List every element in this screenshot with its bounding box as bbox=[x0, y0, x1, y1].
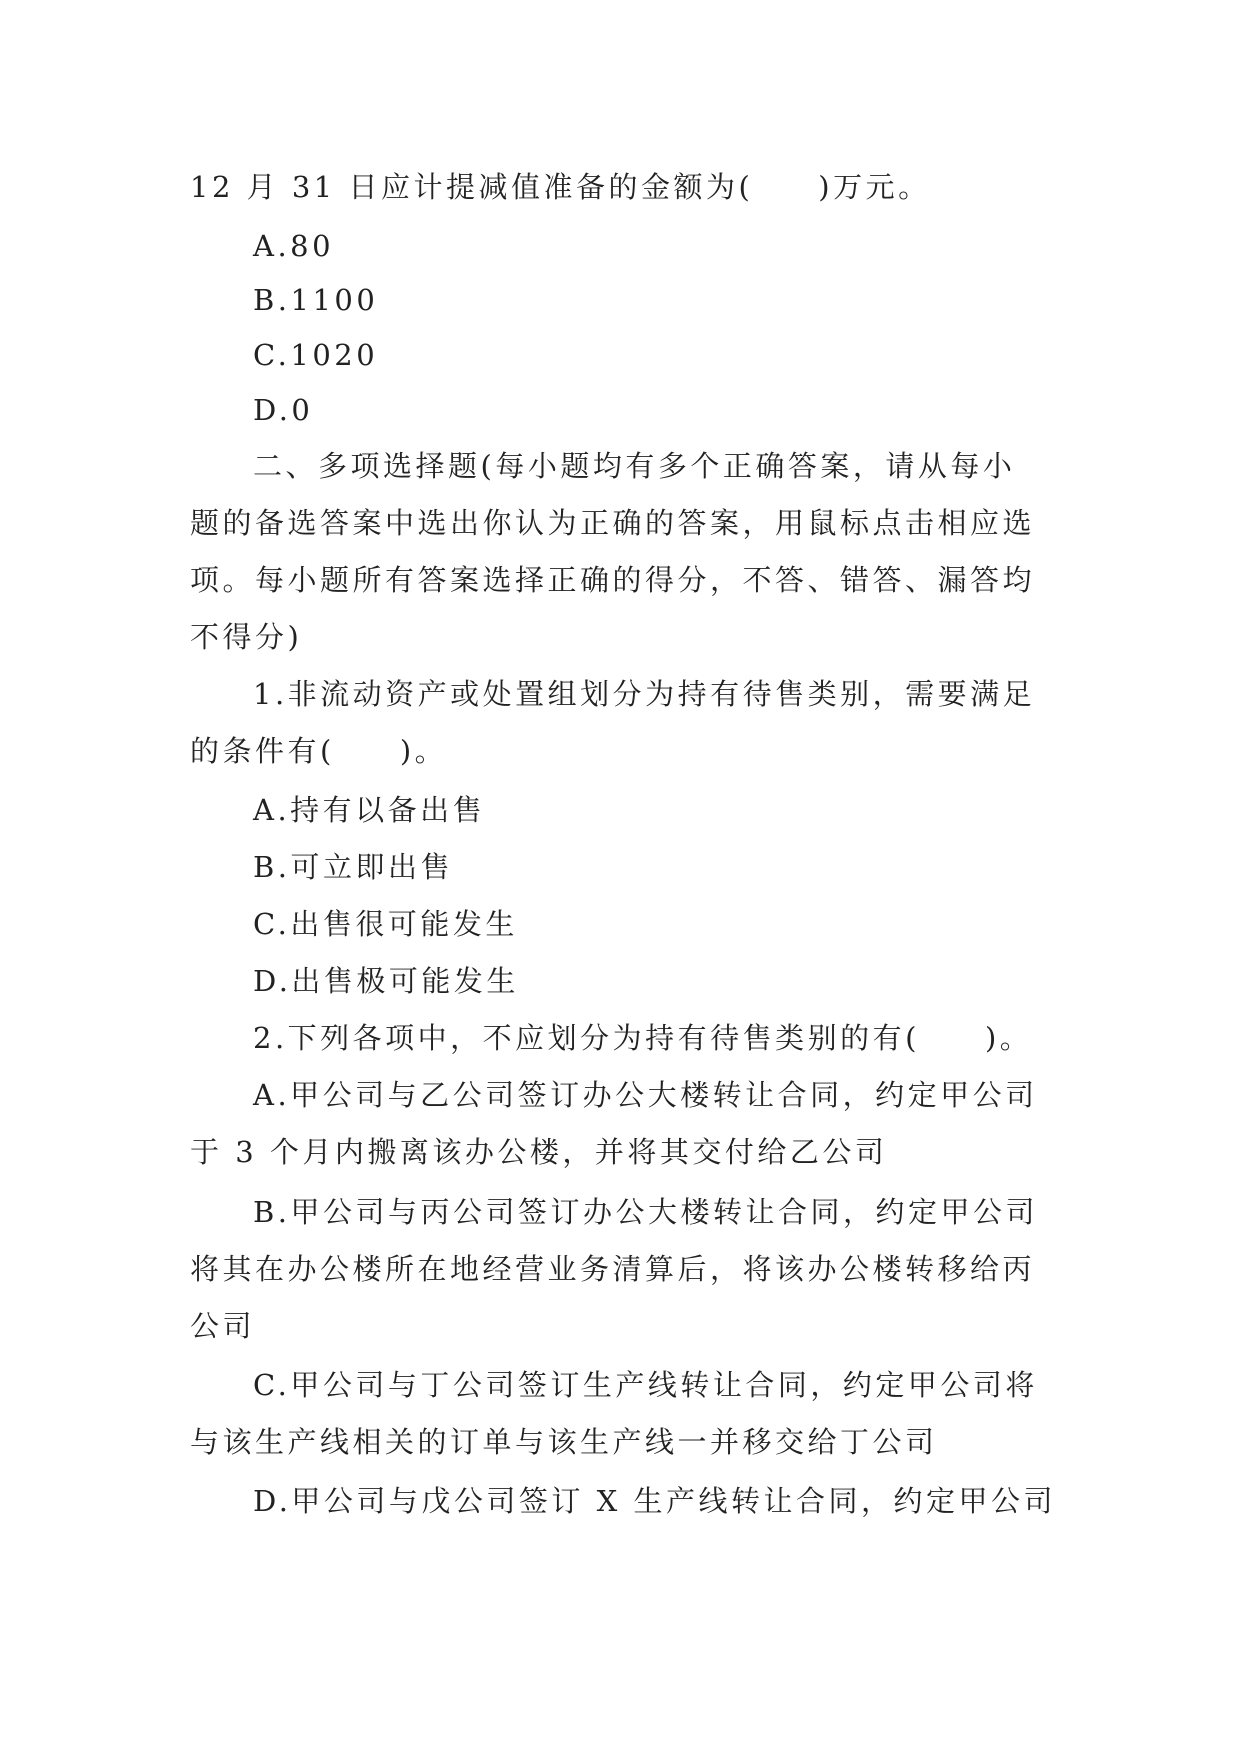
option-d: D.0 bbox=[253, 393, 314, 427]
option-a: A.甲公司与乙公司签订办公大楼转让合同，约定甲公司 bbox=[253, 1078, 1038, 1112]
option-c: C.1020 bbox=[253, 338, 379, 372]
option-d: D.出售极可能发生 bbox=[253, 964, 519, 998]
option-c-cont: 与该生产线相关的订单与该生产线一并移交给丁公司 bbox=[190, 1425, 938, 1459]
option-a: A.80 bbox=[253, 229, 335, 263]
option-a: A.持有以备出售 bbox=[253, 793, 486, 827]
option-d: D.甲公司与戊公司签订 X 生产线转让合同，约定甲公司 bbox=[253, 1484, 1057, 1518]
option-b: B.可立即出售 bbox=[253, 850, 454, 884]
option-b-cont: 公司 bbox=[190, 1309, 256, 1343]
section-heading-cont: 项。每小题所有答案选择正确的得分，不答、错答、漏答均 bbox=[190, 563, 1036, 597]
question-1-cont: 的条件有( )。 bbox=[190, 734, 448, 768]
option-b: B.1100 bbox=[253, 283, 379, 317]
section-heading-cont: 题的备选答案中选出你认为正确的答案，用鼠标点击相应选 bbox=[190, 506, 1036, 540]
question-1: 1.非流动资产或处置组划分为持有待售类别，需要满足 bbox=[253, 677, 1036, 711]
option-c: C.甲公司与丁公司签订生产线转让合同，约定甲公司将 bbox=[253, 1368, 1038, 1402]
option-b: B.甲公司与丙公司签订办公大楼转让合同，约定甲公司 bbox=[253, 1195, 1039, 1229]
option-c: C.出售很可能发生 bbox=[253, 907, 518, 941]
option-a-cont: 于 3 个月内搬离该办公楼，并将其交付给乙公司 bbox=[190, 1135, 888, 1169]
section-heading: 二、多项选择题(每小题均有多个正确答案，请从每小 bbox=[253, 449, 1016, 483]
text-line: 12 月 31 日应计提减值准备的金额为( )万元。 bbox=[190, 170, 931, 204]
option-b-cont: 将其在办公楼所在地经营业务清算后，将该办公楼转移给丙 bbox=[190, 1252, 1036, 1286]
section-heading-cont: 不得分) bbox=[190, 620, 303, 654]
question-2: 2.下列各项中，不应划分为持有待售类别的有( )。 bbox=[253, 1021, 1033, 1055]
